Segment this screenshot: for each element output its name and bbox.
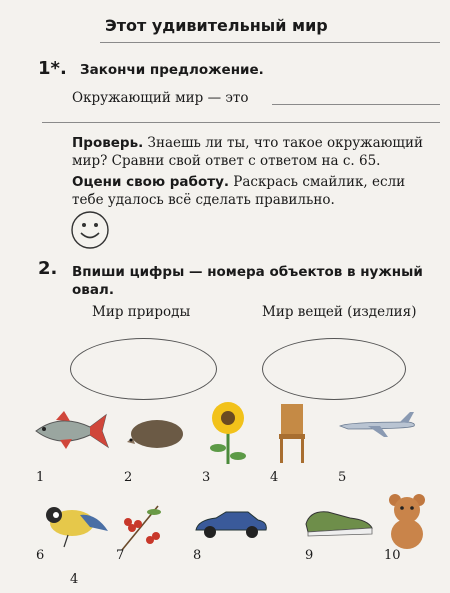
answer-line-2[interactable] xyxy=(42,122,440,123)
check-label: Проверь. xyxy=(72,135,144,151)
evaluate-line1: Раскрась смайлик, если xyxy=(229,174,406,190)
smiley-icon[interactable] xyxy=(70,210,110,250)
teddy-bear-icon xyxy=(385,492,429,550)
things-label: Мир вещей (изделия) xyxy=(262,304,417,320)
object-number: 5 xyxy=(338,470,347,485)
object-number: 3 xyxy=(202,470,211,485)
object-number: 6 xyxy=(36,548,45,563)
object-number: 10 xyxy=(384,548,401,563)
object-number: 4 xyxy=(270,470,279,485)
airplane-icon xyxy=(338,410,418,440)
title-rule xyxy=(100,42,440,43)
hedgehog-icon xyxy=(125,410,187,450)
bird-icon xyxy=(30,495,110,550)
check-line2: мир? Сравни свой ответ с ответом на с. 65. xyxy=(72,153,381,169)
task2-instruction-1: Впиши цифры — номера объектов в нужный xyxy=(72,264,423,280)
task2-number: 2. xyxy=(38,258,58,279)
rowan-branch-icon xyxy=(118,498,168,553)
task1-instruction: Закончи предложение. xyxy=(80,62,264,78)
page-title: Этот удивительный мир xyxy=(105,16,328,35)
nature-label: Мир природы xyxy=(92,304,191,320)
nature-oval[interactable] xyxy=(70,338,217,400)
car-icon xyxy=(192,508,270,542)
evaluate-label: Оцени свою работу. xyxy=(72,174,229,190)
object-number: 7 xyxy=(116,548,125,563)
answer-line-1[interactable] xyxy=(272,104,440,105)
check-line1: Знаешь ли ты, что такое окружающий xyxy=(143,135,423,151)
object-number: 1 xyxy=(36,470,45,485)
task1-sentence: Окружающий мир — это xyxy=(72,90,249,106)
task1-number: 1*. xyxy=(38,58,67,79)
page-number: 4 xyxy=(70,572,79,587)
chair-icon xyxy=(275,402,309,464)
sneakers-icon xyxy=(302,500,376,540)
check-text xyxy=(72,133,444,153)
fish-icon xyxy=(30,405,110,455)
task2-instruction-2: овал. xyxy=(72,282,114,298)
evaluate-text xyxy=(72,172,444,192)
sunflower-icon xyxy=(205,400,251,465)
things-oval[interactable] xyxy=(262,338,406,400)
object-number: 9 xyxy=(305,548,314,563)
object-number: 8 xyxy=(193,548,202,563)
evaluate-line2: тебе удалось всё сделать правильно. xyxy=(72,192,335,208)
object-number: 2 xyxy=(124,470,133,485)
